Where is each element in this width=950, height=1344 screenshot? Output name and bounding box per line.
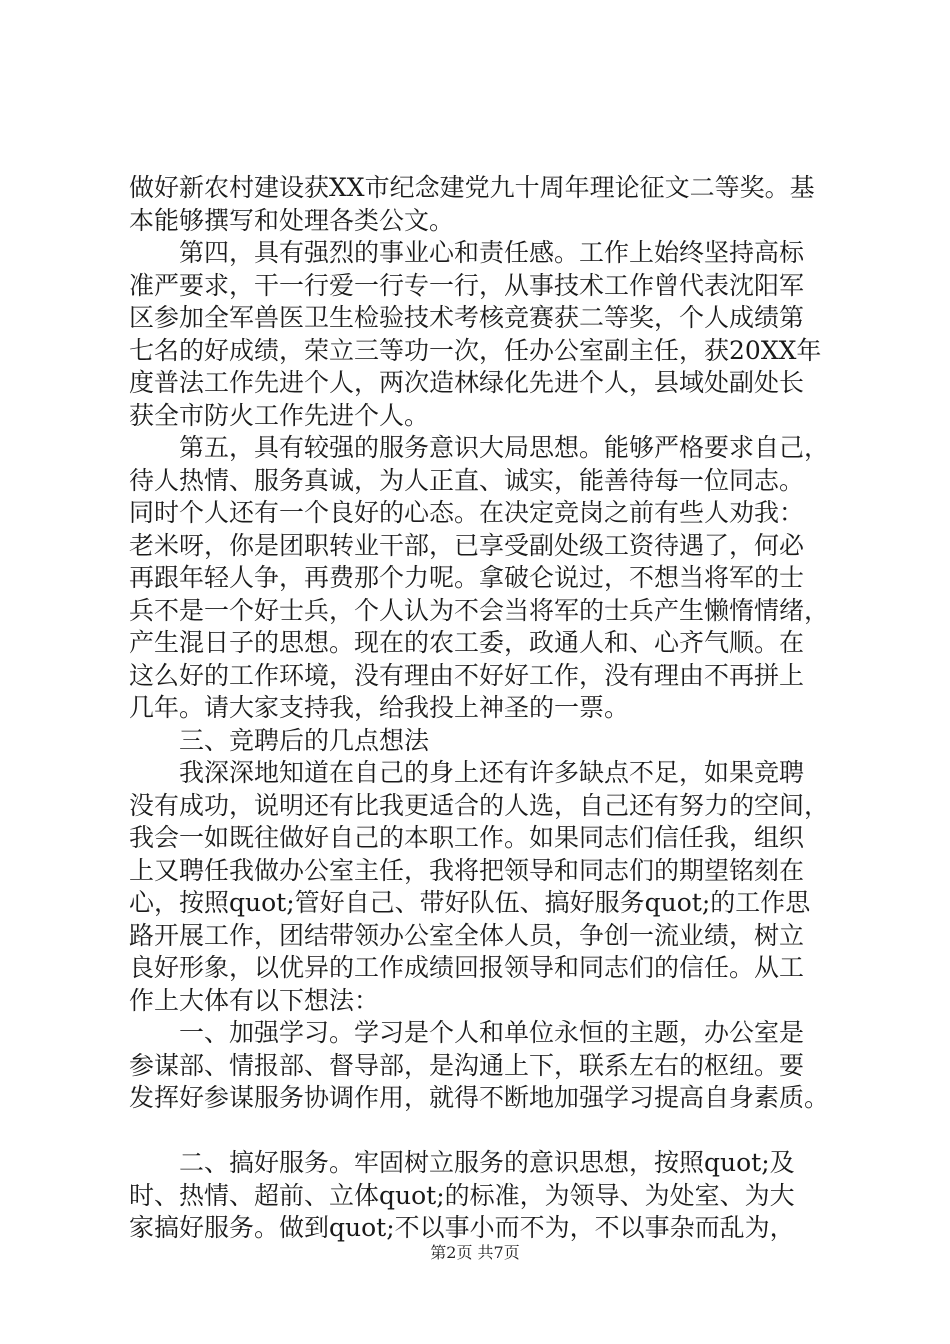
text-line: 待人热情、服务真诚，为人正直、诚实，能善待每一位同志。 bbox=[129, 465, 805, 495]
text-line: 几年。请大家支持我，给我投上神圣的一票。 bbox=[129, 693, 630, 722]
text-line: 路开展工作，团结带领办公室全体人员，争创一流业绩，树立 bbox=[129, 920, 805, 950]
page-number: 第2页 共7页 bbox=[430, 1243, 520, 1262]
text-line: 我深深地知道在自己的身上还有许多缺点不足，如果竞聘 bbox=[129, 758, 805, 787]
text-line: 本能够撰写和处理各类公文。 bbox=[129, 205, 455, 235]
text-line: 二、搞好服务。牢固树立服务的意识思想，按照quot;及 bbox=[129, 1148, 795, 1177]
text-line: 准严要求，干一行爱一行专一行，从事技术工作曾代表沈阳军 bbox=[129, 270, 805, 300]
text-line: 兵不是一个好士兵，个人认为不会当将军的士兵产生懒惰情绪， bbox=[129, 595, 830, 625]
text-line: 家搞好服务。做到quot;不以事小而不为，不以事杂而乱为， bbox=[129, 1213, 795, 1242]
text-line: 良好形象，以优异的工作成绩回报领导和同志们的信任。从工 bbox=[129, 953, 805, 982]
text-line: 老米呀，你是团职转业干部，已享受副处级工资待遇了，何必 bbox=[129, 530, 805, 560]
paragraph-gap bbox=[129, 1115, 849, 1148]
text-line: 没有成功，说明还有比我更适合的人选，自己还有努力的空间， bbox=[129, 790, 830, 820]
text-line: 心，按照quot;管好自己、带好队伍、搞好服务quot;的工作思 bbox=[129, 888, 811, 917]
body-text bbox=[129, 172, 849, 1245]
text-line: 第五，具有较强的服务意识大局思想。能够严格要求自己， bbox=[129, 433, 830, 462]
text-line: 时、热情、超前、立体quot;的标准，为领导、为处室、为大 bbox=[129, 1180, 795, 1210]
text-line: 一、加强学习。学习是个人和单位永恒的主题，办公室是 bbox=[129, 1018, 805, 1047]
text-line: 获全市防火工作先进个人。 bbox=[129, 400, 430, 430]
text-line: 再跟年轻人争，再费那个力呢。拿破仑说过，不想当将军的士 bbox=[129, 563, 805, 592]
text-line: 度普法工作先进个人，两次造林绿化先进个人，县域处副处长 bbox=[129, 368, 805, 397]
text-line: 这么好的工作环境，没有理由不好好工作，没有理由不再拼上 bbox=[129, 660, 805, 690]
text-line: 上又聘任我做办公室主任，我将把领导和同志们的期望铭刻在 bbox=[129, 855, 805, 885]
text-line: 我会一如既往做好自己的本职工作。如果同志们信任我，组织 bbox=[129, 823, 805, 852]
text-line: 七名的好成绩，荣立三等功一次，任办公室副主任，获20XX年 bbox=[129, 335, 822, 365]
text-line: 同时个人还有一个良好的心态。在决定竞岗之前有些人劝我： bbox=[129, 498, 805, 527]
text-line: 区参加全军兽医卫生检验技术考核竞赛获二等奖，个人成绩第 bbox=[129, 303, 805, 332]
text-line: 发挥好参谋服务协调作用，就得不断地加强学习提高自身素质。 bbox=[129, 1083, 830, 1112]
text-line: 做好新农村建设获XX市纪念建党九十周年理论征文二等奖。基 bbox=[129, 173, 815, 202]
text-line: 第四，具有强烈的事业心和责任感。工作上始终坚持高标 bbox=[129, 238, 805, 267]
section-heading: 三、竞聘后的几点想法 bbox=[129, 725, 430, 755]
text-line: 参谋部、情报部、督导部，是沟通上下，联系左右的枢纽。要 bbox=[129, 1050, 805, 1080]
text-line: 产生混日子的思想。现在的农工委，政通人和、心齐气顺。在 bbox=[129, 628, 805, 657]
page-footer bbox=[0, 1243, 950, 1263]
text-line: 作上大体有以下想法： bbox=[129, 985, 380, 1015]
